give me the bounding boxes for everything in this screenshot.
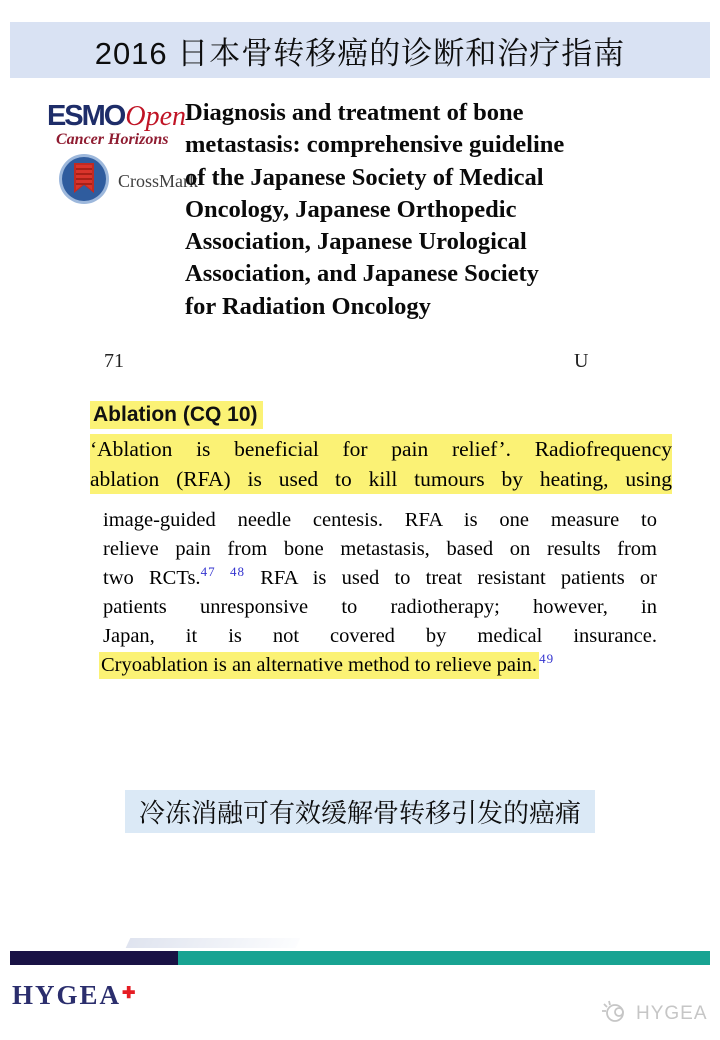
cropped-text-fragment-right: U	[574, 350, 589, 372]
reference-superscript: 47 48	[200, 564, 245, 580]
cryoablation-highlight: Cryoablation is an alternative method to relieve pain.	[99, 652, 539, 679]
body-line: patients unresponsive to radiotherapy; however, in	[103, 596, 657, 618]
summary-box	[125, 790, 595, 833]
esmo-open-text: Open	[125, 101, 186, 132]
paper-title-line: Diagnosis and treatment of bone	[185, 99, 524, 126]
paper-title	[185, 97, 665, 323]
body-line: Japan, it is not covered by medical insurance.	[103, 625, 657, 647]
body-line: two RCTs.$^{47 48}$ RFA is used to treat resistant patients or	[103, 564, 658, 589]
paper-title-line: metastasis: comprehensive guideline	[185, 131, 565, 159]
cropped-text-fragment-left: 71	[104, 350, 124, 372]
highlighted-line: ablation (RFA) is used to kill tumours by heating, using	[90, 467, 672, 491]
paper-title-line: of the Japanese Society of Medical	[185, 163, 544, 191]
crossmark-label: CrossMark	[118, 171, 198, 191]
esmo-open-logo	[46, 100, 186, 149]
summary-text: 冷冻消融可有效缓解骨转移引发的癌痛	[138, 798, 581, 828]
body-paragraph	[103, 506, 657, 680]
body-line: image-guided needle centesis. RFA is one measure to	[103, 509, 657, 531]
paper-title-line: Association, and Japanese Society	[185, 260, 539, 288]
section-heading-ablation: Ablation (CQ 10)	[90, 403, 263, 427]
watermark	[600, 998, 708, 1029]
paper-title-line: for Radiation Oncology	[185, 292, 431, 320]
camera-watermark-icon	[600, 998, 630, 1029]
banner-title: 2016 日本骨转移癌的诊断和治疗指南	[94, 35, 626, 71]
footer-bar-teal	[178, 951, 710, 965]
highlighted-line: ‘Ablation is beneficial for pain relief’. Radiofrequency	[90, 437, 672, 461]
body-line: relieve pain from bone metastasis, based on results from	[103, 538, 657, 560]
crossmark-icon	[58, 153, 110, 210]
footer-bar-navy	[10, 951, 178, 965]
cancer-horizons-tagline: Cancer Horizons	[56, 131, 169, 148]
paper-title-line: Oncology, Japanese Orthopedic	[185, 195, 517, 223]
esmo-logo-text: ESMO	[46, 100, 125, 132]
hygea-logo-text: HYGEA	[12, 980, 122, 1010]
cryoablation-line	[99, 651, 657, 680]
red-cross-icon: ✚	[122, 984, 136, 1002]
highlighted-paragraph	[90, 434, 672, 494]
banner-title-bar	[10, 22, 710, 78]
render-artifact	[126, 938, 301, 948]
hygea-logo	[12, 980, 135, 1011]
reference-superscript: 49	[539, 651, 555, 667]
watermark-text: HYGEA	[636, 1002, 708, 1024]
crossmark-logo	[58, 153, 198, 210]
paper-title-line: Association, Japanese Urological	[185, 228, 527, 256]
